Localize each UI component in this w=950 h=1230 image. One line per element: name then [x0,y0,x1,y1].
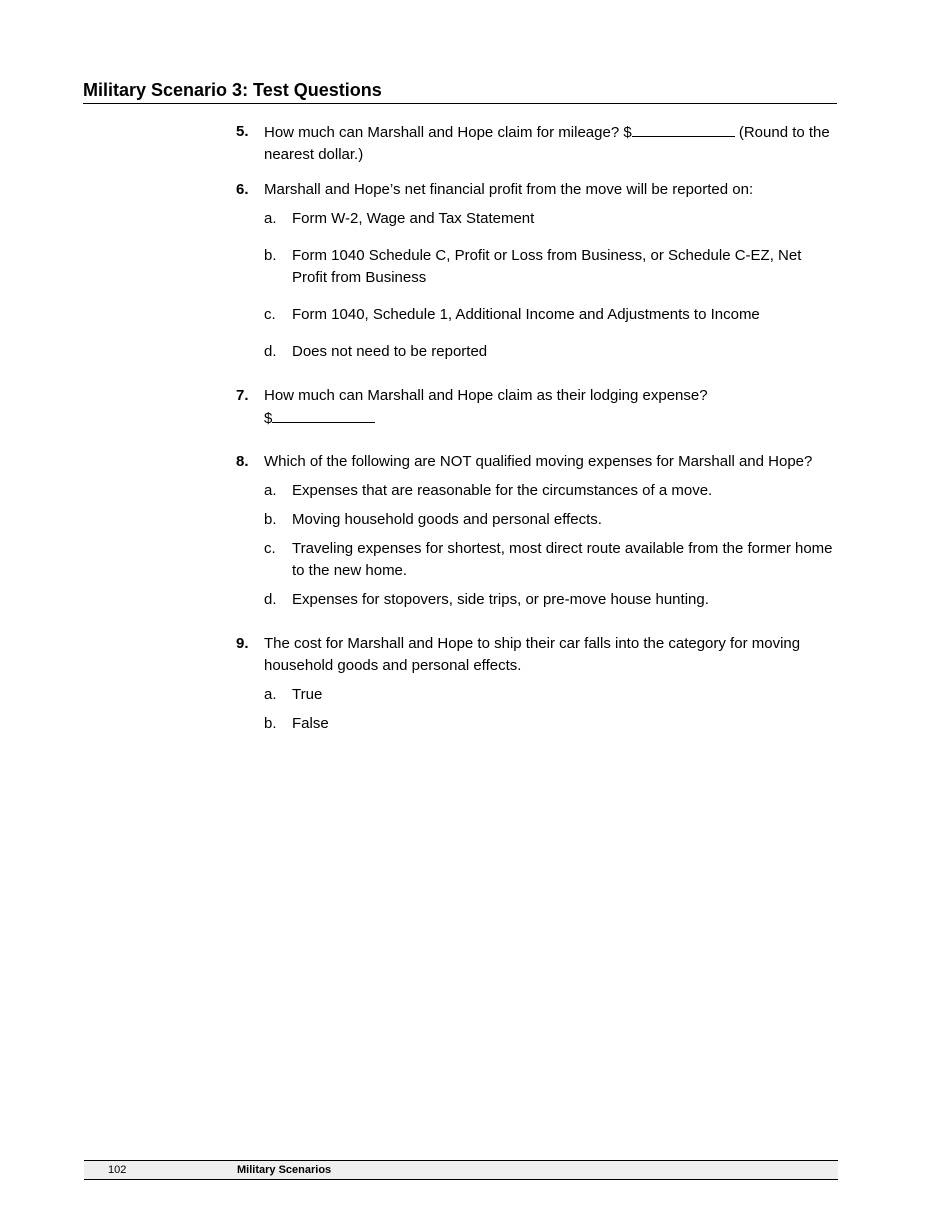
question-8 [236,451,836,608]
answer-blank [632,121,735,137]
option-letter: a. [264,210,277,227]
option-text: Form 1040, Schedule 1, Additional Income and Adjustments to Income [292,306,760,323]
question-5 [236,121,836,166]
question-6 [236,179,836,360]
answer-blank [272,407,375,423]
option-text: Does not need to be reported [292,343,488,360]
option-letter: b. [264,715,277,732]
option-letter: a. [264,482,277,499]
question-number: 7. [236,387,249,404]
option-letter: b. [264,247,277,264]
question-9 [236,633,836,732]
question-text: The cost for Marshall and Hope to ship their car falls into the category for moving household goods and personal effects. [264,635,801,674]
option-letter: c. [264,540,276,557]
option-text: True [292,686,323,703]
question-number: 6. [236,181,249,198]
page-header [83,80,837,104]
option-c [236,538,836,582]
question-number: 5. [236,123,249,140]
option-text: Traveling expenses for shortest, most direct route available from the former home to the new home. [292,540,833,579]
option-text: Expenses for stopovers, side trips, or pre-move house hunting. [292,591,709,608]
page-number: 102 [108,1164,127,1176]
option-letter: c. [264,306,276,323]
option-text: Form W-2, Wage and Tax Statement [292,210,535,227]
option-b [236,713,836,735]
answer-prefix: $ [264,410,273,427]
answer-line [264,407,836,430]
question-text: How much can Marshall and Hope claim as their lodging expense? [264,387,708,404]
option-letter: d. [264,591,277,608]
option-c [236,304,836,326]
option-text: Expenses that are reasonable for the circumstances of a move. [292,482,713,499]
option-letter: b. [264,511,277,528]
option-d [236,589,836,611]
question-text: Which of the following are NOT qualified moving expenses for Marshall and Hope? [264,453,813,470]
option-a [236,208,836,230]
page-title: Military Scenario 3: Test Questions [83,80,382,100]
question-number: 8. [236,453,249,470]
option-b [236,509,836,531]
question-text-before: How much can Marshall and Hope claim for mileage? $ [264,124,632,141]
question-text: Marshall and Hope’s net financial profit from the move will be reported on: [264,181,754,198]
option-text: Form 1040 Schedule C, Profit or Loss from Business, or Schedule C-EZ, Net Profit from Business [292,247,802,286]
option-b [236,245,836,289]
question-text [264,121,836,166]
question-text-after: (Round to the nearest dollar.) [264,124,830,163]
option-a [236,480,836,502]
option-text: Moving household goods and personal effects. [292,511,602,528]
option-letter: d. [264,343,277,360]
page-footer [84,1160,838,1180]
question-number: 9. [236,635,249,652]
option-d [236,341,836,363]
option-letter: a. [264,686,277,703]
option-text: False [292,715,329,732]
option-a [236,684,836,706]
footer-section-title: Military Scenarios [237,1164,332,1176]
question-7 [236,385,836,430]
